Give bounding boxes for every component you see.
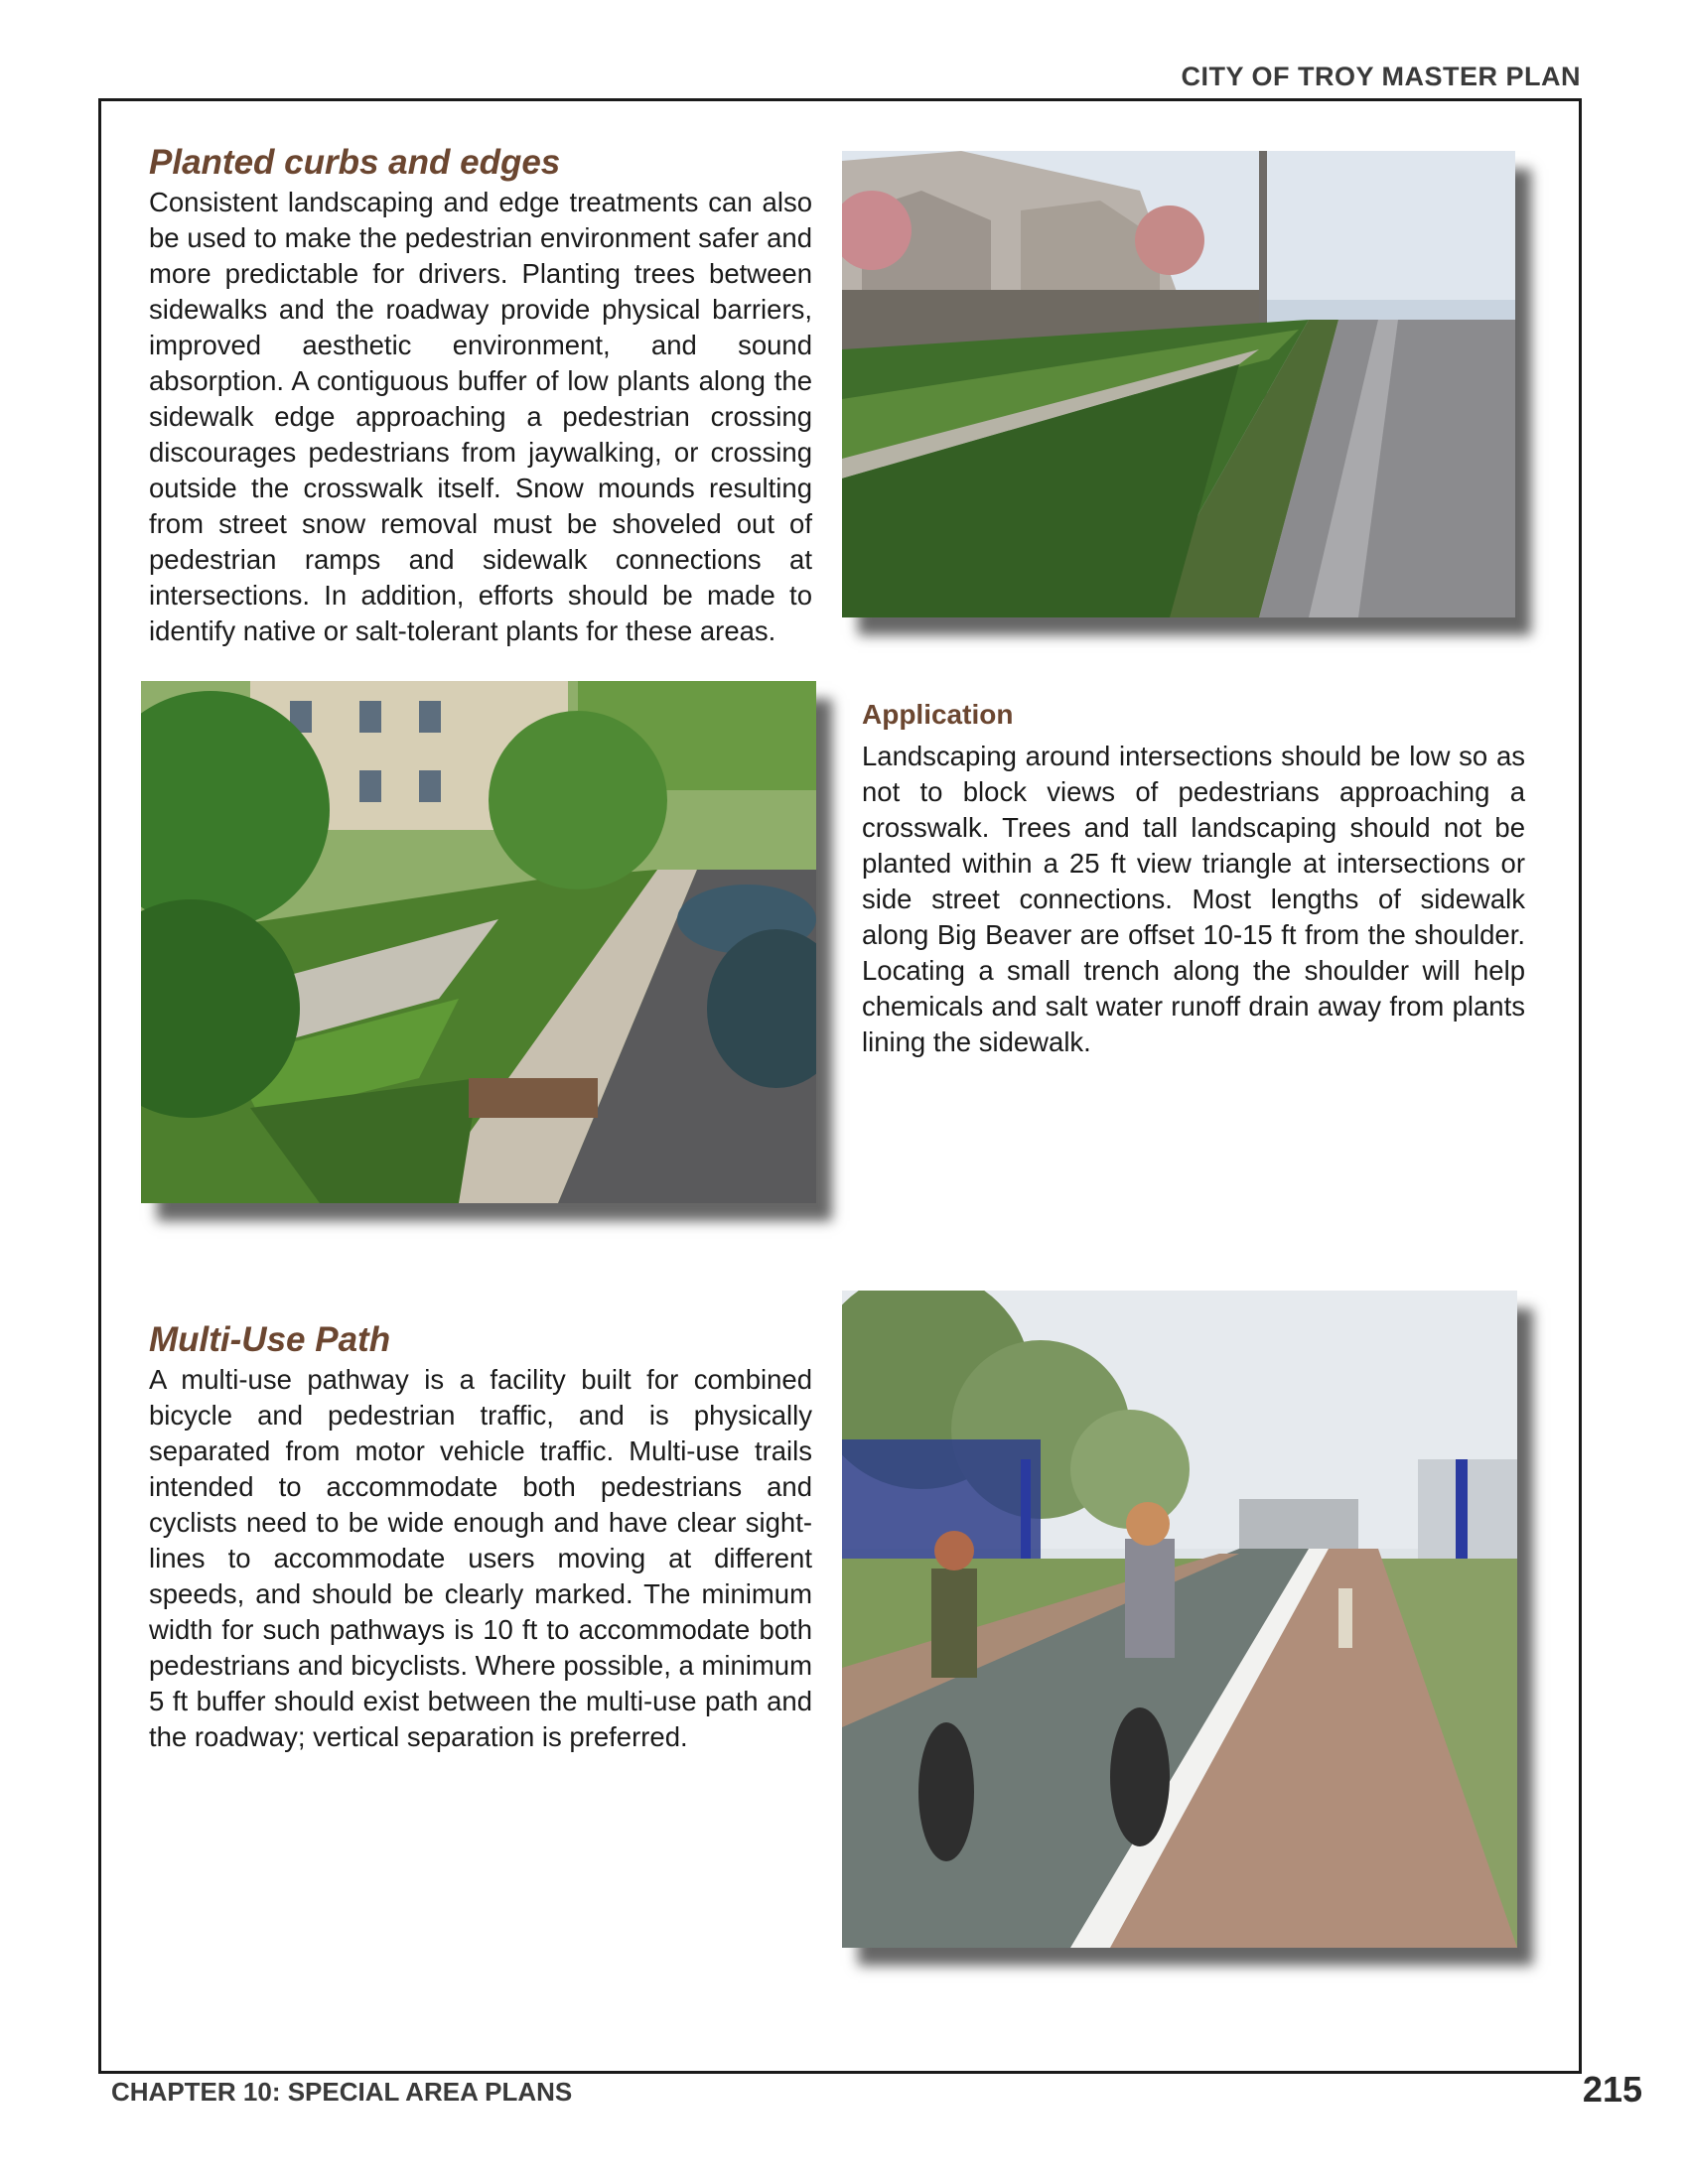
planted-curbs-body: Consistent landscaping and edge treatments can also be used to make the pedestrian environment safer and more predictable for drivers. Planting trees between sidewalks and the roadway provide physical barriers, improved aesthetic environment, and sound absorption. A contiguous buffer of low plants along the sidewalk edge approaching a pedestrian crossing discourages pedestrians from jaywalking, or crossing outside the crosswalk itself. Snow mounds resulting from street snow removal must be shoveled out of pedestrian ramps and sidewalk connections at intersections. In addition, efforts should be made to identify native or salt-tolerant plants for these areas. [149, 187, 812, 646]
planted-curbs-heading: Planted curbs and edges [149, 143, 561, 182]
multi-use-path-heading: Multi-Use Path [149, 1320, 391, 1359]
cyclists-path-photo [842, 1291, 1517, 1948]
hedge-roadway-photo [842, 151, 1515, 617]
page-number: 215 [1582, 2069, 1642, 2110]
running-header: CITY OF TROY MASTER PLAN [1181, 62, 1581, 91]
planted-sidewalk-photo [141, 681, 816, 1203]
application-subheading: Application [862, 699, 1014, 730]
application-body: Landscaping around intersections should be low so as not to block views of pedestrians approaching a crosswalk. Trees and tall landscaping should not be planted within a 25 ft view triangle at intersections or side street connections. Most lengths of sidewalk along Big Beaver are offset 10-15 ft from the shoulder. Locating a small trench along the shoulder will help chemicals and salt water runoff drain away from plants lining the sidewalk. [862, 741, 1525, 1057]
footer-chapter-title: CHAPTER 10: SPECIAL AREA PLANS [111, 2077, 573, 2107]
multi-use-path-body: A multi-use pathway is a facility built for combined bicycle and pedestrian traffic, and is physically separated from motor vehicle traffic. Multi-use trails intended to accommodate both pedestrians and cyclists need to be wide enough and have clear sight-lines to accommodate users moving at different speeds, and should be clearly marked. The minimum width for such pathways is 10 ft to accommodate both pedestrians and bicyclists. Where possible, a minimum 5 ft buffer should exist between the multi-use path and the roadway; vertical separation is preferred. [149, 1364, 812, 1752]
